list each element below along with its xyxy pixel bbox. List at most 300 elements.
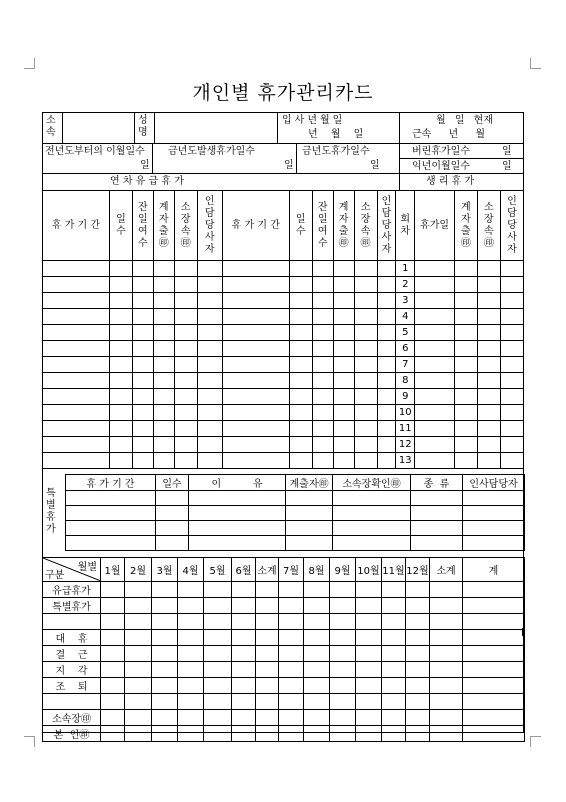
- table-cell[interactable]: [415, 261, 455, 277]
- table-cell[interactable]: [500, 437, 523, 453]
- table-cell[interactable]: [222, 261, 289, 277]
- table-cell[interactable]: [204, 646, 232, 662]
- table-cell[interactable]: [286, 506, 333, 521]
- table-cell[interactable]: [430, 598, 463, 614]
- table-cell[interactable]: [153, 277, 174, 293]
- table-cell[interactable]: [377, 357, 396, 373]
- table-cell[interactable]: [152, 646, 178, 662]
- table-cell[interactable]: [279, 726, 304, 742]
- table-cell[interactable]: [197, 293, 222, 309]
- table-cell[interactable]: [43, 309, 110, 325]
- table-cell[interactable]: [125, 630, 152, 646]
- table-cell[interactable]: [312, 405, 333, 421]
- table-cell[interactable]: [382, 598, 406, 614]
- table-cell[interactable]: [109, 261, 132, 277]
- table-cell[interactable]: [330, 694, 356, 710]
- table-cell[interactable]: [415, 389, 455, 405]
- table-cell[interactable]: [312, 261, 333, 277]
- table-cell[interactable]: [222, 341, 289, 357]
- table-cell[interactable]: [256, 678, 279, 694]
- table-cell[interactable]: [430, 694, 463, 710]
- table-cell[interactable]: [477, 261, 500, 277]
- table-cell[interactable]: [382, 582, 406, 598]
- table-cell[interactable]: [279, 678, 304, 694]
- table-cell[interactable]: [382, 710, 406, 726]
- table-cell[interactable]: [289, 277, 312, 293]
- table-cell[interactable]: [430, 582, 463, 598]
- table-cell[interactable]: [101, 646, 125, 662]
- table-cell[interactable]: [430, 630, 463, 646]
- table-cell[interactable]: [500, 405, 523, 421]
- table-cell[interactable]: [333, 506, 411, 521]
- table-cell[interactable]: [109, 421, 132, 437]
- table-cell[interactable]: [333, 405, 354, 421]
- table-cell[interactable]: [477, 453, 500, 469]
- table-cell[interactable]: [500, 357, 523, 373]
- table-cell[interactable]: [132, 261, 153, 277]
- table-cell[interactable]: [333, 373, 354, 389]
- table-cell[interactable]: [109, 405, 132, 421]
- table-cell[interactable]: [222, 421, 289, 437]
- table-cell[interactable]: [204, 582, 232, 598]
- table-cell[interactable]: [304, 678, 330, 694]
- table-cell[interactable]: [232, 694, 256, 710]
- table-cell[interactable]: [500, 453, 523, 469]
- table-cell[interactable]: [411, 536, 463, 551]
- table-cell[interactable]: [289, 293, 312, 309]
- table-cell[interactable]: [178, 630, 204, 646]
- table-cell[interactable]: [279, 582, 304, 598]
- table-cell[interactable]: [354, 437, 377, 453]
- table-cell[interactable]: [174, 453, 197, 469]
- table-cell[interactable]: [354, 453, 377, 469]
- table-cell[interactable]: [132, 421, 153, 437]
- table-cell[interactable]: [256, 582, 279, 598]
- table-cell[interactable]: [377, 421, 396, 437]
- table-cell[interactable]: [411, 491, 463, 506]
- table-cell[interactable]: [125, 678, 152, 694]
- table-cell[interactable]: [125, 598, 152, 614]
- table-cell[interactable]: [289, 325, 312, 341]
- table-cell[interactable]: [415, 421, 455, 437]
- table-cell[interactable]: [101, 726, 125, 742]
- table-cell[interactable]: [178, 678, 204, 694]
- table-cell[interactable]: [454, 261, 477, 277]
- table-cell[interactable]: [174, 309, 197, 325]
- table-cell[interactable]: [312, 293, 333, 309]
- table-cell[interactable]: [454, 437, 477, 453]
- table-cell[interactable]: [125, 694, 152, 710]
- table-cell[interactable]: [454, 309, 477, 325]
- table-cell[interactable]: [178, 582, 204, 598]
- table-cell[interactable]: [101, 630, 125, 646]
- table-cell[interactable]: [153, 453, 174, 469]
- table-cell[interactable]: [232, 582, 256, 598]
- table-cell[interactable]: [377, 389, 396, 405]
- table-cell[interactable]: [463, 614, 525, 630]
- table-cell[interactable]: [463, 630, 525, 646]
- table-cell[interactable]: [312, 437, 333, 453]
- table-cell[interactable]: [189, 491, 286, 506]
- table-cell[interactable]: [477, 325, 500, 341]
- table-cell[interactable]: [356, 582, 382, 598]
- table-cell[interactable]: [430, 646, 463, 662]
- table-cell[interactable]: [66, 521, 156, 536]
- table-cell[interactable]: [232, 710, 256, 726]
- table-cell[interactable]: [411, 506, 463, 521]
- table-cell[interactable]: [382, 614, 406, 630]
- table-cell[interactable]: [356, 678, 382, 694]
- table-cell[interactable]: [430, 710, 463, 726]
- table-cell[interactable]: [178, 662, 204, 678]
- table-cell[interactable]: [411, 521, 463, 536]
- table-cell[interactable]: [463, 536, 525, 551]
- table-cell[interactable]: [312, 325, 333, 341]
- table-cell[interactable]: [256, 694, 279, 710]
- table-cell[interactable]: [330, 582, 356, 598]
- table-cell[interactable]: [101, 598, 125, 614]
- table-cell[interactable]: [279, 662, 304, 678]
- table-cell[interactable]: [109, 325, 132, 341]
- table-cell[interactable]: [312, 421, 333, 437]
- table-cell[interactable]: [463, 646, 525, 662]
- table-cell[interactable]: [204, 710, 232, 726]
- table-cell[interactable]: [66, 536, 156, 551]
- table-cell[interactable]: [43, 261, 110, 277]
- table-cell[interactable]: [125, 646, 152, 662]
- table-cell[interactable]: [222, 437, 289, 453]
- table-cell[interactable]: [463, 710, 525, 726]
- table-cell[interactable]: [333, 357, 354, 373]
- table-cell[interactable]: [197, 453, 222, 469]
- table-cell[interactable]: [354, 277, 377, 293]
- table-cell[interactable]: [463, 694, 525, 710]
- table-cell[interactable]: [174, 261, 197, 277]
- table-cell[interactable]: [222, 405, 289, 421]
- table-cell[interactable]: [406, 662, 430, 678]
- table-cell[interactable]: [178, 646, 204, 662]
- table-cell[interactable]: [232, 614, 256, 630]
- table-cell[interactable]: [222, 277, 289, 293]
- table-cell[interactable]: [333, 341, 354, 357]
- table-cell[interactable]: [333, 421, 354, 437]
- table-cell[interactable]: [286, 521, 333, 536]
- table-cell[interactable]: [152, 694, 178, 710]
- table-cell[interactable]: [197, 437, 222, 453]
- table-cell[interactable]: [132, 325, 153, 341]
- table-cell[interactable]: [174, 405, 197, 421]
- table-cell[interactable]: [132, 341, 153, 357]
- table-cell[interactable]: [382, 646, 406, 662]
- table-cell[interactable]: [377, 341, 396, 357]
- table-cell[interactable]: [454, 405, 477, 421]
- table-cell[interactable]: [189, 506, 286, 521]
- table-cell[interactable]: [125, 726, 152, 742]
- table-cell[interactable]: [415, 277, 455, 293]
- table-cell[interactable]: [197, 421, 222, 437]
- table-cell[interactable]: [178, 710, 204, 726]
- table-cell[interactable]: [377, 453, 396, 469]
- table-cell[interactable]: [232, 630, 256, 646]
- table-cell[interactable]: [222, 357, 289, 373]
- table-cell[interactable]: [500, 341, 523, 357]
- table-cell[interactable]: [356, 630, 382, 646]
- table-cell[interactable]: [415, 293, 455, 309]
- table-cell[interactable]: [43, 341, 110, 357]
- table-cell[interactable]: [43, 277, 110, 293]
- table-cell[interactable]: [197, 357, 222, 373]
- table-cell[interactable]: [152, 582, 178, 598]
- table-cell[interactable]: [197, 341, 222, 357]
- table-cell[interactable]: [430, 678, 463, 694]
- table-cell[interactable]: [109, 341, 132, 357]
- table-cell[interactable]: [356, 598, 382, 614]
- table-cell[interactable]: [101, 582, 125, 598]
- table-cell[interactable]: [500, 309, 523, 325]
- table-cell[interactable]: [174, 325, 197, 341]
- table-cell[interactable]: [304, 598, 330, 614]
- table-cell[interactable]: [356, 614, 382, 630]
- table-cell[interactable]: [415, 325, 455, 341]
- table-cell[interactable]: [333, 453, 354, 469]
- table-cell[interactable]: [222, 293, 289, 309]
- table-cell[interactable]: [377, 437, 396, 453]
- table-cell[interactable]: [500, 325, 523, 341]
- table-cell[interactable]: [153, 421, 174, 437]
- table-cell[interactable]: [330, 678, 356, 694]
- table-cell[interactable]: [132, 277, 153, 293]
- table-cell[interactable]: [354, 389, 377, 405]
- table-cell[interactable]: [415, 373, 455, 389]
- table-cell[interactable]: [153, 357, 174, 373]
- table-cell[interactable]: [66, 506, 156, 521]
- table-cell[interactable]: [463, 582, 525, 598]
- table-cell[interactable]: [382, 726, 406, 742]
- table-cell[interactable]: [222, 389, 289, 405]
- table-cell[interactable]: [109, 437, 132, 453]
- table-cell[interactable]: [289, 261, 312, 277]
- table-cell[interactable]: [377, 373, 396, 389]
- table-cell[interactable]: [43, 373, 110, 389]
- table-cell[interactable]: [430, 662, 463, 678]
- table-cell[interactable]: [406, 710, 430, 726]
- table-cell[interactable]: [454, 357, 477, 373]
- table-cell[interactable]: [477, 405, 500, 421]
- table-cell[interactable]: [279, 630, 304, 646]
- table-cell[interactable]: [356, 694, 382, 710]
- table-cell[interactable]: [415, 437, 455, 453]
- table-cell[interactable]: [312, 309, 333, 325]
- table-cell[interactable]: [156, 536, 189, 551]
- table-cell[interactable]: [153, 293, 174, 309]
- table-cell[interactable]: [43, 437, 110, 453]
- table-cell[interactable]: [101, 678, 125, 694]
- table-cell[interactable]: [156, 491, 189, 506]
- table-cell[interactable]: [454, 341, 477, 357]
- table-cell[interactable]: [174, 373, 197, 389]
- table-cell[interactable]: [132, 357, 153, 373]
- table-cell[interactable]: [377, 293, 396, 309]
- table-cell[interactable]: [178, 598, 204, 614]
- table-cell[interactable]: [132, 453, 153, 469]
- table-cell[interactable]: [279, 646, 304, 662]
- table-cell[interactable]: [189, 521, 286, 536]
- table-cell[interactable]: [289, 389, 312, 405]
- table-cell[interactable]: [356, 726, 382, 742]
- table-cell[interactable]: [415, 405, 455, 421]
- table-cell[interactable]: [333, 309, 354, 325]
- table-cell[interactable]: [333, 277, 354, 293]
- table-cell[interactable]: [43, 405, 110, 421]
- table-cell[interactable]: [43, 389, 110, 405]
- table-cell[interactable]: [232, 678, 256, 694]
- table-cell[interactable]: [463, 678, 525, 694]
- table-cell[interactable]: [197, 309, 222, 325]
- table-cell[interactable]: [454, 277, 477, 293]
- table-cell[interactable]: [289, 309, 312, 325]
- table-cell[interactable]: [304, 694, 330, 710]
- table-cell[interactable]: [109, 293, 132, 309]
- table-cell[interactable]: [152, 726, 178, 742]
- table-cell[interactable]: [204, 630, 232, 646]
- table-cell[interactable]: [153, 309, 174, 325]
- table-cell[interactable]: [204, 726, 232, 742]
- table-cell[interactable]: [153, 373, 174, 389]
- table-cell[interactable]: [406, 678, 430, 694]
- table-cell[interactable]: [174, 437, 197, 453]
- table-cell[interactable]: [222, 373, 289, 389]
- table-cell[interactable]: [153, 405, 174, 421]
- table-cell[interactable]: [477, 437, 500, 453]
- table-cell[interactable]: [153, 261, 174, 277]
- table-cell[interactable]: [477, 309, 500, 325]
- table-cell[interactable]: [415, 309, 455, 325]
- table-cell[interactable]: [333, 261, 354, 277]
- table-cell[interactable]: [109, 389, 132, 405]
- table-cell[interactable]: [197, 373, 222, 389]
- table-cell[interactable]: [330, 662, 356, 678]
- table-cell[interactable]: [500, 389, 523, 405]
- table-cell[interactable]: [354, 357, 377, 373]
- table-cell[interactable]: [354, 293, 377, 309]
- table-cell[interactable]: [304, 582, 330, 598]
- table-cell[interactable]: [406, 726, 430, 742]
- table-cell[interactable]: [477, 421, 500, 437]
- table-cell[interactable]: [204, 598, 232, 614]
- table-cell[interactable]: [153, 437, 174, 453]
- table-cell[interactable]: [222, 309, 289, 325]
- table-cell[interactable]: [197, 261, 222, 277]
- table-cell[interactable]: [454, 293, 477, 309]
- table-cell[interactable]: [43, 357, 110, 373]
- table-cell[interactable]: [356, 710, 382, 726]
- table-cell[interactable]: [477, 277, 500, 293]
- table-cell[interactable]: [286, 491, 333, 506]
- table-cell[interactable]: [477, 293, 500, 309]
- table-cell[interactable]: [132, 437, 153, 453]
- table-cell[interactable]: [463, 726, 525, 742]
- table-cell[interactable]: [406, 630, 430, 646]
- table-cell[interactable]: [156, 506, 189, 521]
- table-cell[interactable]: [463, 662, 525, 678]
- table-cell[interactable]: [125, 582, 152, 598]
- table-cell[interactable]: [354, 421, 377, 437]
- table-cell[interactable]: [153, 325, 174, 341]
- table-cell[interactable]: [178, 694, 204, 710]
- table-cell[interactable]: [109, 453, 132, 469]
- table-cell[interactable]: [312, 277, 333, 293]
- table-cell[interactable]: [333, 437, 354, 453]
- table-cell[interactable]: [289, 437, 312, 453]
- table-cell[interactable]: [330, 646, 356, 662]
- table-cell[interactable]: [477, 389, 500, 405]
- table-cell[interactable]: [377, 261, 396, 277]
- table-cell[interactable]: [256, 726, 279, 742]
- table-cell[interactable]: [289, 421, 312, 437]
- table-cell[interactable]: [289, 357, 312, 373]
- table-cell[interactable]: [382, 662, 406, 678]
- table-cell[interactable]: [204, 694, 232, 710]
- table-cell[interactable]: [256, 646, 279, 662]
- table-cell[interactable]: [279, 694, 304, 710]
- table-cell[interactable]: [463, 506, 525, 521]
- table-cell[interactable]: [477, 341, 500, 357]
- table-cell[interactable]: [178, 726, 204, 742]
- table-cell[interactable]: [406, 646, 430, 662]
- table-cell[interactable]: [377, 405, 396, 421]
- table-cell[interactable]: [256, 598, 279, 614]
- table-cell[interactable]: [222, 325, 289, 341]
- table-cell[interactable]: [377, 309, 396, 325]
- table-cell[interactable]: [174, 421, 197, 437]
- table-cell[interactable]: [304, 630, 330, 646]
- table-cell[interactable]: [256, 630, 279, 646]
- table-cell[interactable]: [152, 710, 178, 726]
- table-cell[interactable]: [354, 341, 377, 357]
- table-cell[interactable]: [132, 405, 153, 421]
- table-cell[interactable]: [312, 341, 333, 357]
- table-cell[interactable]: [132, 309, 153, 325]
- table-cell[interactable]: [304, 662, 330, 678]
- table-cell[interactable]: [330, 710, 356, 726]
- table-cell[interactable]: [256, 710, 279, 726]
- table-cell[interactable]: [152, 598, 178, 614]
- table-cell[interactable]: [463, 491, 525, 506]
- table-cell[interactable]: [132, 293, 153, 309]
- table-cell[interactable]: [289, 453, 312, 469]
- table-cell[interactable]: [204, 678, 232, 694]
- table-cell[interactable]: [222, 453, 289, 469]
- table-cell[interactable]: [152, 662, 178, 678]
- table-cell[interactable]: [333, 293, 354, 309]
- table-cell[interactable]: [500, 373, 523, 389]
- table-cell[interactable]: [109, 309, 132, 325]
- table-cell[interactable]: [304, 614, 330, 630]
- table-cell[interactable]: [43, 325, 110, 341]
- table-cell[interactable]: [132, 389, 153, 405]
- table-cell[interactable]: [109, 357, 132, 373]
- table-cell[interactable]: [312, 373, 333, 389]
- table-cell[interactable]: [500, 261, 523, 277]
- table-cell[interactable]: [232, 646, 256, 662]
- table-cell[interactable]: [330, 726, 356, 742]
- table-cell[interactable]: [232, 726, 256, 742]
- table-cell[interactable]: [330, 598, 356, 614]
- table-cell[interactable]: [43, 293, 110, 309]
- table-cell[interactable]: [382, 630, 406, 646]
- table-cell[interactable]: [304, 646, 330, 662]
- table-cell[interactable]: [463, 598, 525, 614]
